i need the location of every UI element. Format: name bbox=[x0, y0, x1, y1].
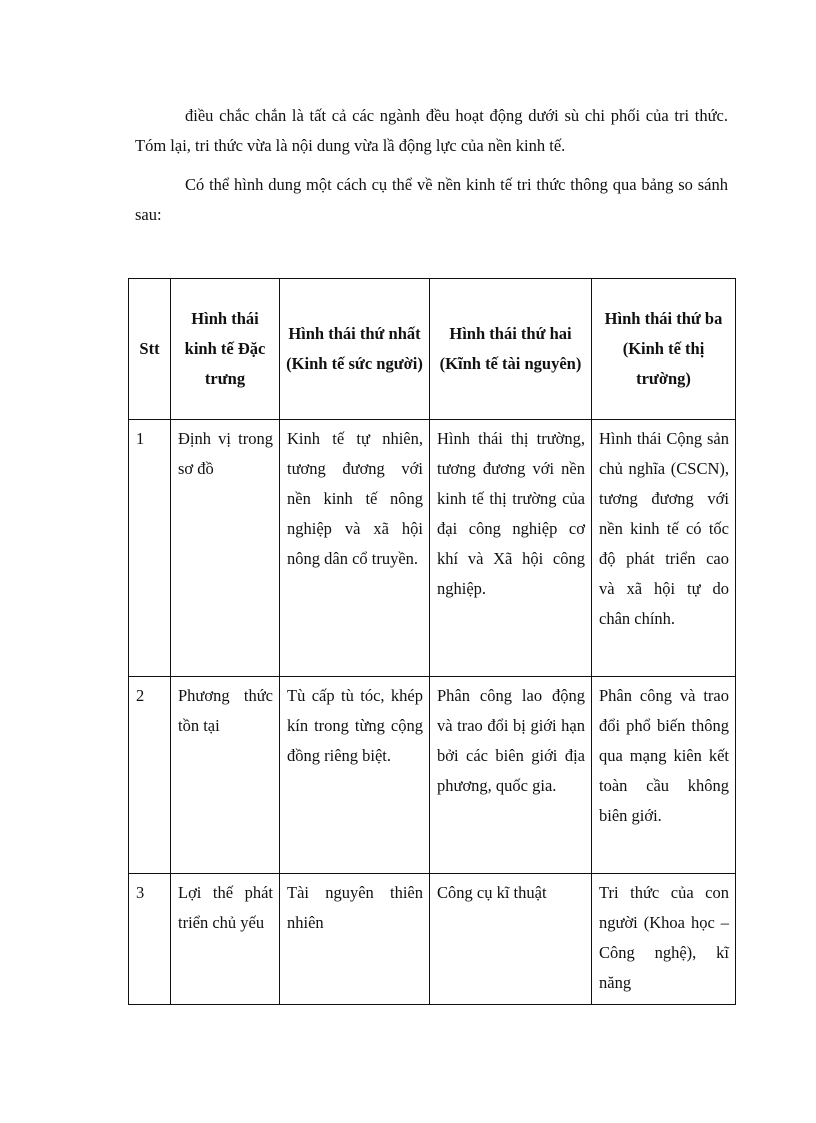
header-first-sub: (Kinh tế sức người) bbox=[286, 354, 423, 373]
comparison-table bbox=[128, 278, 736, 1005]
table-header-row bbox=[129, 279, 736, 420]
header-second-title: Hình thái thứ hai bbox=[449, 324, 572, 343]
row-2-first: Tù cấp tù tóc, khép kín trong từng cộng đồng riêng biệt. bbox=[280, 677, 430, 874]
header-feature-text: Hình thái kinh tế Đặc trưng bbox=[184, 309, 266, 388]
row-3-first: Tài nguyên thiên nhiên bbox=[280, 874, 430, 1005]
row-3-second: Công cụ kĩ thuật bbox=[430, 874, 592, 1005]
paragraph-2 bbox=[135, 170, 728, 230]
row-3-feature: Lợi thế phát triển chủ yếu bbox=[171, 874, 280, 1005]
header-first-title: Hình thái thứ nhất bbox=[288, 324, 421, 343]
header-feature bbox=[171, 279, 280, 420]
row-1-third: Hình thái Cộng sản chủ nghĩa (CSCN), tương đương với nền kinh tế có tốc độ phát triển cao và xã hội tự do chân chính. bbox=[592, 420, 736, 677]
paragraph-1 bbox=[135, 101, 728, 161]
header-second-form bbox=[430, 279, 592, 420]
header-stt: Stt bbox=[129, 279, 171, 420]
header-second-sub: (Kĩnh tế tài nguyên) bbox=[439, 354, 582, 373]
row-2-stt: 2 bbox=[129, 677, 171, 874]
paragraph-1-text: điều chắc chắn là tất cả các ngành đều hoạt động dưới sù chi phối của tri thức. Tóm lại, tri thức vừa là nội dung vừa lầ động lực của nền kinh tế. bbox=[135, 106, 728, 155]
row-3-third: Tri thức của con người (Khoa học – Công nghệ), kĩ năng bbox=[592, 874, 736, 1005]
row-2-feature: Phương thức tồn tại bbox=[171, 677, 280, 874]
header-first-form bbox=[280, 279, 430, 420]
header-third-sub: (Kinh tế thị trường) bbox=[622, 339, 705, 388]
table-row bbox=[129, 677, 736, 874]
row-1-stt: 1 bbox=[129, 420, 171, 677]
table-row bbox=[129, 420, 736, 677]
row-2-third: Phân công và trao đổi phổ biến thông qua mạng kiên kết toàn cầu không biên giới. bbox=[592, 677, 736, 874]
row-2-second: Phân công lao động và trao đổi bị giới hạn bởi các biên giới địa phương, quốc gia. bbox=[430, 677, 592, 874]
row-3-stt: 3 bbox=[129, 874, 171, 1005]
paragraph-2-text: Có thể hình dung một cách cụ thể về nền kinh tế tri thức thông qua bảng so sánh sau: bbox=[135, 175, 728, 224]
header-third-title: Hình thái thứ ba bbox=[604, 309, 723, 328]
row-1-second: Hình thái thị trường, tương đương với nền kinh tế thị trường của đại công nghiệp cơ khí và Xã hội công nghiệp. bbox=[430, 420, 592, 677]
row-1-first: Kinh tế tự nhiên, tương đương với nền kinh tế nông nghiệp và xã hội nông dân cổ truyền. bbox=[280, 420, 430, 677]
row-1-feature: Định vị trong sơ đồ bbox=[171, 420, 280, 677]
table-row bbox=[129, 874, 736, 1005]
header-third-form bbox=[592, 279, 736, 420]
